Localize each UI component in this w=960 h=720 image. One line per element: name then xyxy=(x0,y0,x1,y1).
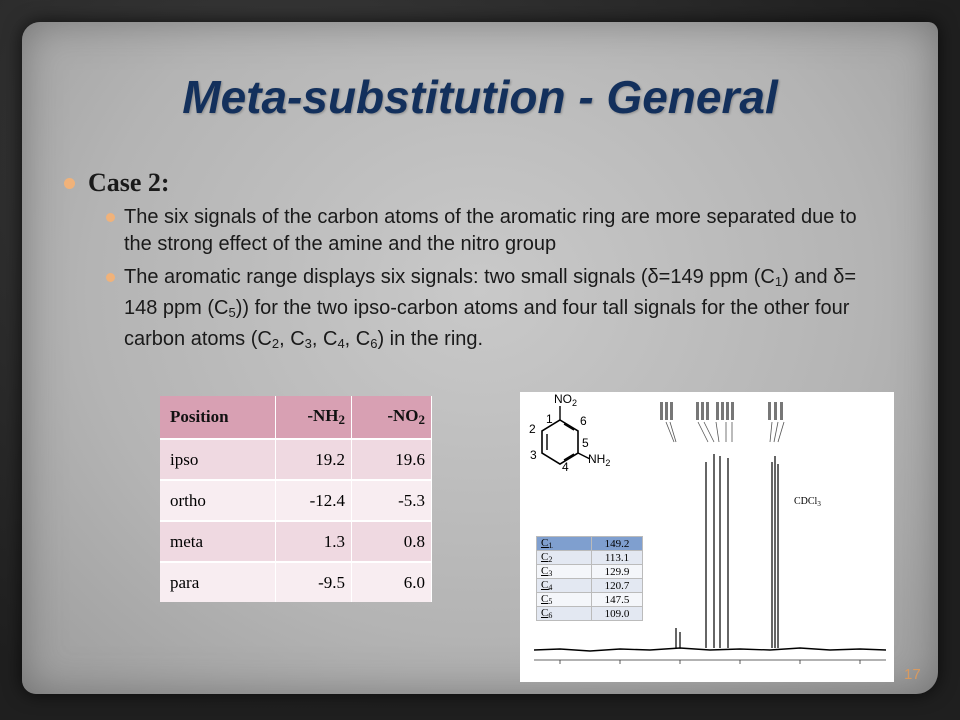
carbon-label: C1 xyxy=(537,537,592,551)
cell-position: ipso xyxy=(160,439,276,480)
table-row xyxy=(537,607,643,621)
cell-position: meta xyxy=(160,521,276,562)
nmr-spectrum-image xyxy=(520,392,894,682)
shift-table xyxy=(536,536,643,621)
table-row xyxy=(160,439,432,480)
page-number: 17 xyxy=(904,666,921,683)
slide-title: Meta-substitution - General xyxy=(182,71,778,123)
label-pos-3: 3 xyxy=(530,448,537,462)
carbon-label: C2 xyxy=(537,551,592,565)
table-row xyxy=(160,521,432,562)
shift-value: 120.7 xyxy=(592,579,643,593)
solvent-label: CDCl$_3$ xyxy=(794,496,821,508)
cell-nh2: -9.5 xyxy=(276,562,352,602)
bullet-list xyxy=(60,168,860,363)
cell-nh2: -12.4 xyxy=(276,480,352,521)
table-row xyxy=(160,562,432,602)
bullet-heading: Case 2: xyxy=(60,168,860,198)
table-row xyxy=(537,593,643,607)
label-nh2: $NH_2$ xyxy=(588,452,611,468)
table-row xyxy=(537,579,643,593)
peak-label-text xyxy=(660,402,783,420)
substituent-table xyxy=(160,396,432,602)
label-pos-6: 6 xyxy=(580,414,587,428)
header-position: Position xyxy=(160,396,276,439)
spectrum-peaks xyxy=(676,454,778,648)
label-pos-1: 1 xyxy=(546,412,553,426)
cell-position: para xyxy=(160,562,276,602)
carbon-label: C5 xyxy=(537,593,592,607)
cell-nh2: 19.2 xyxy=(276,439,352,480)
label-pos-4: 4 xyxy=(562,460,569,474)
cell-nh2: 1.3 xyxy=(276,521,352,562)
label-no2: $NO_2$ xyxy=(554,392,578,408)
table-row xyxy=(537,565,643,579)
cell-position: ortho xyxy=(160,480,276,521)
table-row xyxy=(160,480,432,521)
cell-no2: 0.8 xyxy=(352,521,432,562)
shift-value: 113.1 xyxy=(592,551,643,565)
label-pos-5: 5 xyxy=(582,436,589,450)
cell-no2: 19.6 xyxy=(352,439,432,480)
peak-labels xyxy=(666,422,784,442)
table-header-row xyxy=(160,396,432,439)
label-pos-2: 2 xyxy=(529,422,536,436)
table-row xyxy=(537,551,643,565)
shift-value: 147.5 xyxy=(592,593,643,607)
header-no2: $-NO_2$ xyxy=(352,396,432,439)
table-row xyxy=(537,537,643,551)
bullet-item-1: The six signals of the carbon atoms of the aromatic ring are more separated due to the strong effect of the amine and the nitro group xyxy=(104,204,860,258)
shift-value: 109.0 xyxy=(592,607,643,621)
carbon-label: C4 xyxy=(537,579,592,593)
bullet-item-2: The aromatic range displays six signals: two small signals (δ=149 ppm $(C_1)$ and δ= 148 ppm $(C_5)$) for the two ipso-carbon atoms and four tall signals for the other four carbon atoms ($C_2$, $C_3$, $C_4$, $C_6$) in the ring. xyxy=(104,264,860,357)
carbon-label: C3 xyxy=(537,565,592,579)
cell-no2: -5.3 xyxy=(352,480,432,521)
shift-value: 149.2 xyxy=(592,537,643,551)
shift-value: 129.9 xyxy=(592,565,643,579)
carbon-label: C6 xyxy=(537,607,592,621)
cell-no2: 6.0 xyxy=(352,562,432,602)
header-nh2: $-NH_2$ xyxy=(276,396,352,439)
spectrum-baseline xyxy=(534,648,886,651)
